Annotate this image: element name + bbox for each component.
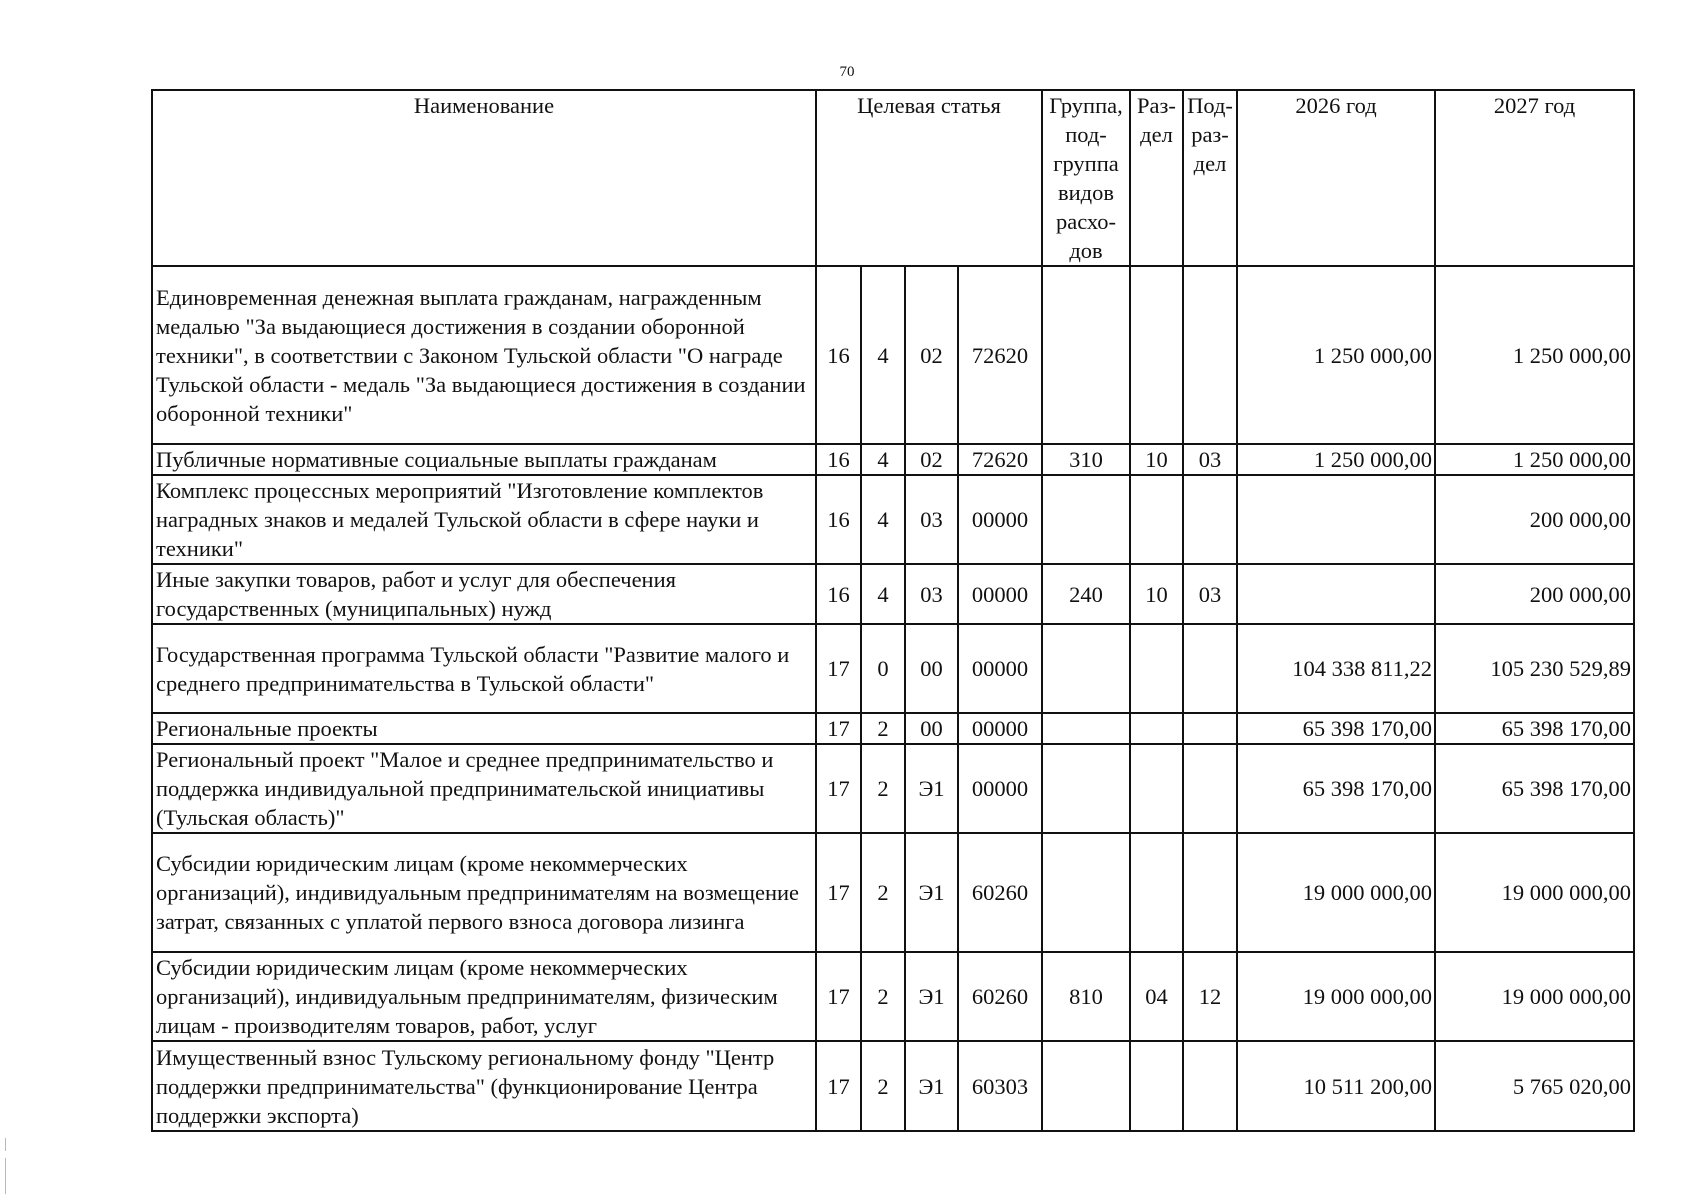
row-code-subprogram: 4 bbox=[861, 444, 905, 475]
row-code-direction: 60260 bbox=[958, 952, 1042, 1041]
row-code-structure: 02 bbox=[905, 444, 958, 475]
row-code-direction: 72620 bbox=[958, 266, 1042, 444]
row-amount-2026: 65 398 170,00 bbox=[1237, 713, 1435, 744]
row-code-program: 16 bbox=[816, 444, 861, 475]
table-row bbox=[152, 444, 1634, 475]
row-subsection bbox=[1183, 475, 1237, 564]
row-code-direction: 00000 bbox=[958, 624, 1042, 713]
row-section bbox=[1130, 833, 1183, 952]
row-section: 10 bbox=[1130, 564, 1183, 624]
row-amount-2027: 1 250 000,00 bbox=[1435, 266, 1634, 444]
row-amount-2026 bbox=[1237, 475, 1435, 564]
table-row bbox=[152, 266, 1634, 444]
row-code-structure: Э1 bbox=[905, 744, 958, 833]
header-subsection: Под-раз-дел bbox=[1183, 90, 1237, 266]
row-code-direction: 60260 bbox=[958, 833, 1042, 952]
row-code-program: 17 bbox=[816, 744, 861, 833]
row-subsection bbox=[1183, 744, 1237, 833]
row-expense-group bbox=[1042, 713, 1130, 744]
row-code-direction: 00000 bbox=[958, 564, 1042, 624]
row-subsection bbox=[1183, 1041, 1237, 1131]
row-subsection: 03 bbox=[1183, 444, 1237, 475]
row-amount-2027: 1 250 000,00 bbox=[1435, 444, 1634, 475]
row-code-subprogram: 2 bbox=[861, 1041, 905, 1131]
row-section bbox=[1130, 475, 1183, 564]
row-amount-2027: 200 000,00 bbox=[1435, 564, 1634, 624]
row-subsection bbox=[1183, 833, 1237, 952]
row-expense-group bbox=[1042, 266, 1130, 444]
row-name: Субсидии юридическим лицам (кроме некоммерческих организаций), индивидуальным предпринимателям на возмещение затрат, связанных с уплатой первого взноса договора лизинга bbox=[152, 833, 816, 952]
row-name: Субсидии юридическим лицам (кроме некоммерческих организаций), индивидуальным предпринимателям, физическим лицам - производителям товаров, работ, услуг bbox=[152, 952, 816, 1041]
row-subsection: 12 bbox=[1183, 952, 1237, 1041]
row-subsection bbox=[1183, 624, 1237, 713]
row-expense-group: 310 bbox=[1042, 444, 1130, 475]
row-code-subprogram: 0 bbox=[861, 624, 905, 713]
row-amount-2026 bbox=[1237, 564, 1435, 624]
row-code-structure: 00 bbox=[905, 624, 958, 713]
row-amount-2027: 5 765 020,00 bbox=[1435, 1041, 1634, 1131]
row-amount-2027: 65 398 170,00 bbox=[1435, 744, 1634, 833]
table-row bbox=[152, 1041, 1634, 1131]
table-body bbox=[152, 266, 1634, 1131]
row-expense-group: 240 bbox=[1042, 564, 1130, 624]
row-name: Иные закупки товаров, работ и услуг для обеспечения государственных (муниципальных) нужд bbox=[152, 564, 816, 624]
row-code-structure: 03 bbox=[905, 564, 958, 624]
row-expense-group: 810 bbox=[1042, 952, 1130, 1041]
row-code-direction: 00000 bbox=[958, 713, 1042, 744]
row-expense-group bbox=[1042, 744, 1130, 833]
row-code-program: 17 bbox=[816, 713, 861, 744]
row-section bbox=[1130, 624, 1183, 713]
header-name: Наименование bbox=[152, 90, 816, 266]
table-row bbox=[152, 624, 1634, 713]
row-name: Имущественный взнос Тульскому региональному фонду "Центр поддержки предпринимательства" (функционирование Центра поддержки экспорта) bbox=[152, 1041, 816, 1131]
row-expense-group bbox=[1042, 1041, 1130, 1131]
row-amount-2027: 65 398 170,00 bbox=[1435, 713, 1634, 744]
row-subsection: 03 bbox=[1183, 564, 1237, 624]
row-expense-group bbox=[1042, 833, 1130, 952]
budget-table bbox=[151, 89, 1635, 1132]
page-number: 70 bbox=[839, 64, 855, 80]
row-code-subprogram: 4 bbox=[861, 564, 905, 624]
row-name: Государственная программа Тульской области "Развитие малого и среднего предпринимательства в Тульской области" bbox=[152, 624, 816, 713]
row-subsection bbox=[1183, 713, 1237, 744]
row-code-subprogram: 2 bbox=[861, 713, 905, 744]
row-expense-group bbox=[1042, 624, 1130, 713]
row-code-subprogram: 4 bbox=[861, 266, 905, 444]
row-amount-2026: 19 000 000,00 bbox=[1237, 833, 1435, 952]
row-name: Комплекс процессных мероприятий "Изготовление комплектов наградных знаков и медалей Тульской области в сфере науки и техники" bbox=[152, 475, 816, 564]
table-row bbox=[152, 952, 1634, 1041]
row-code-structure: Э1 bbox=[905, 833, 958, 952]
row-name: Единовременная денежная выплата гражданам, награжденным медалью "За выдающиеся достижения в создании оборонной техники", в соответствии с Законом Тульской области "О награде Тульской области - медаль "За выдающиеся достижения в создании оборонной техники" bbox=[152, 266, 816, 444]
row-section bbox=[1130, 744, 1183, 833]
row-code-structure: Э1 bbox=[905, 1041, 958, 1131]
row-code-structure: 02 bbox=[905, 266, 958, 444]
header-target-article: Целевая статья bbox=[816, 90, 1042, 266]
row-code-subprogram: 2 bbox=[861, 744, 905, 833]
row-amount-2027: 19 000 000,00 bbox=[1435, 833, 1634, 952]
table-row bbox=[152, 744, 1634, 833]
row-code-program: 17 bbox=[816, 1041, 861, 1131]
row-code-structure: 00 bbox=[905, 713, 958, 744]
row-amount-2026: 1 250 000,00 bbox=[1237, 444, 1435, 475]
row-code-direction: 00000 bbox=[958, 744, 1042, 833]
row-code-structure: 03 bbox=[905, 475, 958, 564]
row-name: Региональные проекты bbox=[152, 713, 816, 744]
table-row bbox=[152, 475, 1634, 564]
row-code-subprogram: 4 bbox=[861, 475, 905, 564]
table-row bbox=[152, 564, 1634, 624]
row-section: 04 bbox=[1130, 952, 1183, 1041]
row-section bbox=[1130, 266, 1183, 444]
table-row bbox=[152, 833, 1634, 952]
row-code-program: 16 bbox=[816, 475, 861, 564]
row-amount-2026: 65 398 170,00 bbox=[1237, 744, 1435, 833]
row-code-direction: 60303 bbox=[958, 1041, 1042, 1131]
row-code-structure: Э1 bbox=[905, 952, 958, 1041]
row-amount-2027: 200 000,00 bbox=[1435, 475, 1634, 564]
row-code-program: 17 bbox=[816, 833, 861, 952]
row-code-direction: 72620 bbox=[958, 444, 1042, 475]
row-amount-2026: 1 250 000,00 bbox=[1237, 266, 1435, 444]
row-amount-2026: 104 338 811,22 bbox=[1237, 624, 1435, 713]
header-section: Раз-дел bbox=[1130, 90, 1183, 266]
scan-mark bbox=[5, 1138, 6, 1151]
row-code-program: 16 bbox=[816, 266, 861, 444]
row-code-subprogram: 2 bbox=[861, 833, 905, 952]
row-amount-2026: 19 000 000,00 bbox=[1237, 952, 1435, 1041]
scan-mark bbox=[5, 1158, 6, 1194]
row-section bbox=[1130, 1041, 1183, 1131]
row-amount-2027: 105 230 529,89 bbox=[1435, 624, 1634, 713]
row-subsection bbox=[1183, 266, 1237, 444]
header-expense-group: Группа, под-группа видов расхо-дов bbox=[1042, 90, 1130, 266]
row-code-program: 17 bbox=[816, 952, 861, 1041]
row-section: 10 bbox=[1130, 444, 1183, 475]
row-expense-group bbox=[1042, 475, 1130, 564]
header-year-2026: 2026 год bbox=[1237, 90, 1435, 266]
table-row bbox=[152, 713, 1634, 744]
row-amount-2026: 10 511 200,00 bbox=[1237, 1041, 1435, 1131]
row-code-subprogram: 2 bbox=[861, 952, 905, 1041]
row-code-program: 16 bbox=[816, 564, 861, 624]
row-name: Публичные нормативные социальные выплаты гражданам bbox=[152, 444, 816, 475]
row-code-direction: 00000 bbox=[958, 475, 1042, 564]
header-year-2027: 2027 год bbox=[1435, 90, 1634, 266]
row-name: Региональный проект "Малое и среднее предпринимательство и поддержка индивидуальной предпринимательской инициативы (Тульская область)" bbox=[152, 744, 816, 833]
row-section bbox=[1130, 713, 1183, 744]
row-code-program: 17 bbox=[816, 624, 861, 713]
table-header-row bbox=[152, 90, 1634, 266]
row-amount-2027: 19 000 000,00 bbox=[1435, 952, 1634, 1041]
